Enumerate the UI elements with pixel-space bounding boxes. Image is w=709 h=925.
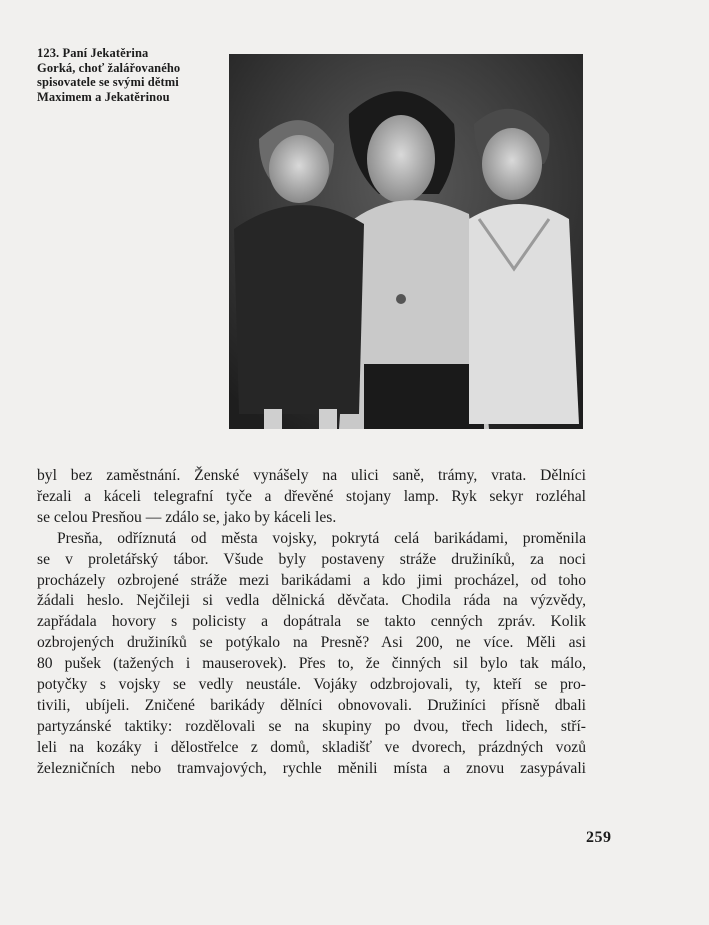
- caption-line: 123. Paní Jekatěrina: [37, 46, 149, 60]
- text-line: tivili, ubíjeli. Zničené barikády dělníci obnovovali. Družiníci přísně dbali: [37, 696, 586, 714]
- text-line: Presňa, odříznutá od města vojsky, pokrytá celá barikádami, proměnila: [57, 529, 586, 547]
- caption-line: spisovatele se svými dětmi: [37, 75, 179, 89]
- text-line: žádali heslo. Nejčileji si vedla dělnická děvčata. Chodila ráda na výzvědy,: [37, 592, 586, 610]
- caption-line: Maximem a Jekatěrinou: [37, 89, 170, 104]
- article-body: [37, 466, 586, 780]
- text-line: byl bez zaměstnání. Ženské vynášely na ulici saně, trámy, vrata. Dělníci: [37, 467, 586, 484]
- text-line: 80 pušek (tažených i mauserovek). Přes to, že činných sil bylo tak málo,: [37, 655, 586, 673]
- text-line: zapřádala hovory s policisty a dopátrala se takto cenných zpráv. Kolik: [37, 613, 586, 631]
- text-line: řezali a káceli telegrafní tyče a dřevěné stojany lamp. Ryk sekyr rozléhal: [37, 487, 586, 505]
- text-line: leli na kozáky i dělostřelce z domů, skladišť ve dvorech, prázdných vozů: [37, 738, 586, 756]
- portrait-photo-icon: [229, 54, 583, 429]
- portrait-photo: [229, 54, 583, 429]
- photo-caption: [37, 46, 227, 104]
- text-line: se v proletářský tábor. Všude byly postaveny stráže družiníků, za noci: [37, 550, 586, 568]
- text-line: ozbrojených družiníků se potýkalo na Presně? Asi 200, ne více. Měli asi: [37, 634, 586, 652]
- text-line: železničních nebo tramvajových, rychle měnili místa a znovu zasypávali: [37, 759, 586, 777]
- text-line: potyčky s vojsky se vedly neustále. Vojáky odzbrojovali, ty, kteří se pro-: [37, 676, 586, 694]
- caption-line: Gorká, choť žalářovaného: [37, 60, 181, 75]
- text-line: partyzánské taktiky: rozdělovali se na skupiny po dvou, třech lidech, stří-: [37, 717, 586, 735]
- text-line: se celou Presňou — zdálo se, jako by káceli les.: [37, 508, 337, 526]
- text-line: procházely ozbrojené stráže mezi barikádami a kdo jimi procházel, od toho: [37, 571, 586, 589]
- page-number: 259: [586, 829, 612, 846]
